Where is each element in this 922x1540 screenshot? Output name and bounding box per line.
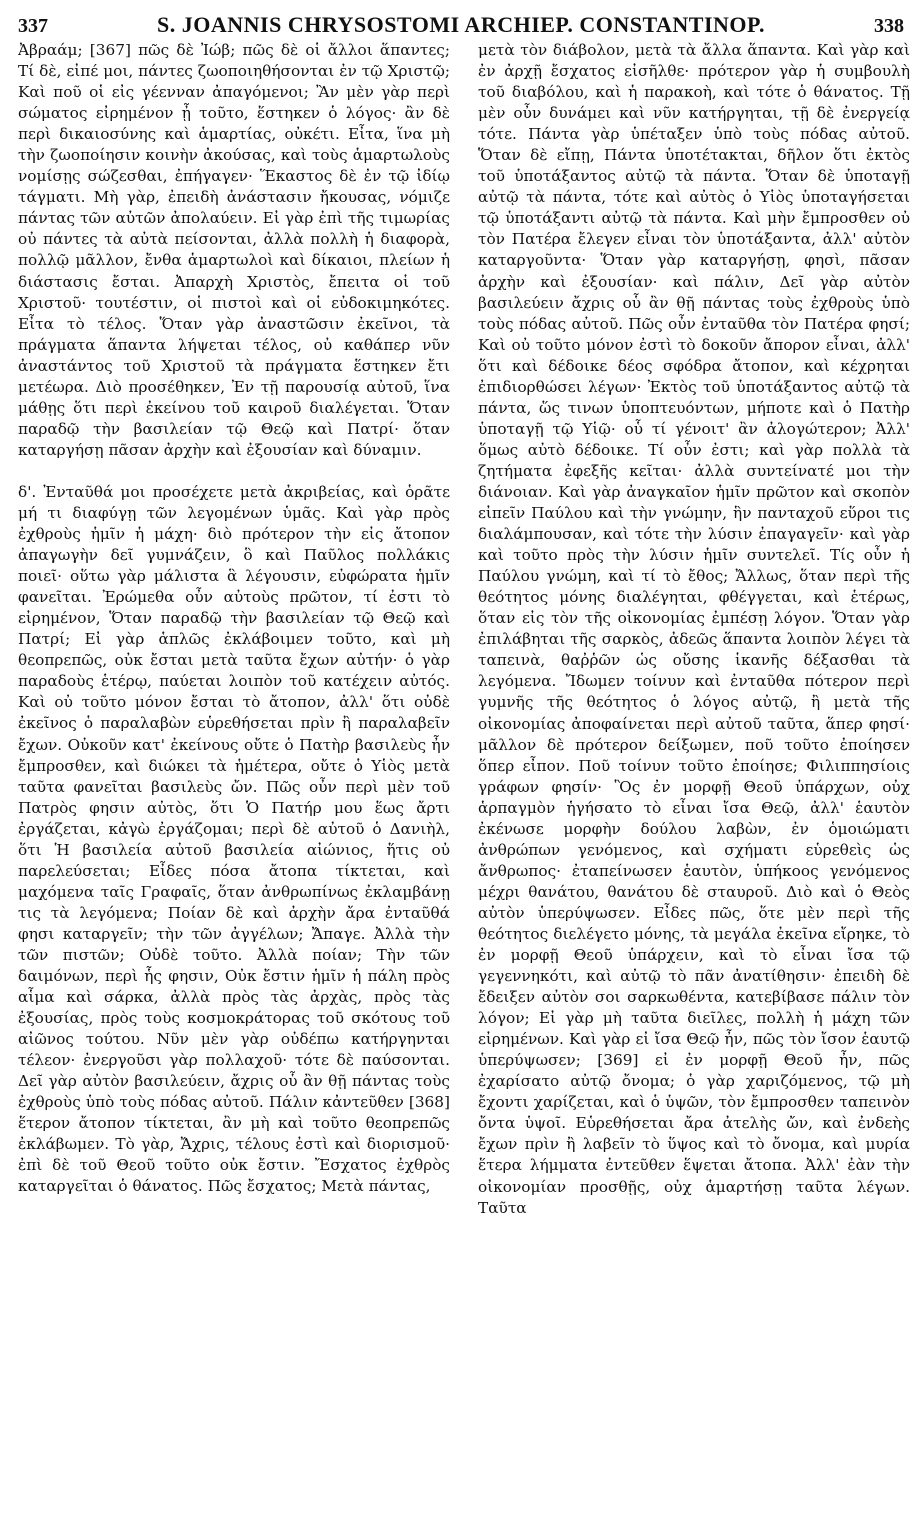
left-column	[18, 40, 450, 1530]
right-column	[478, 40, 910, 1530]
left-paragraph-2: δ'. Ἐνταῦθά μοι προσέχετε μετὰ ἀκριβείας, καὶ ὁρᾶτε μή τι διαφύγῃ τῶν λεγομένων ὑμᾶς. Καὶ γὰρ πρὸς ἐχθροὺς ἡμῖν ἡ μάχη· διὸ πρότερον τὴν εἰς ἄτοπον ἀπαγωγὴν δεῖ γυμνάζειν, ὃ καὶ Παῦλος πολλάκις ποιεῖ· οὕτω γὰρ μάλιστα ἃ λέγουσιν, εὐφώρατα ἡμῖν φανεῖται. Ἐρώμεθα οὖν αὐτοὺς πρῶτον, τί ἐστι τὸ εἰρημένον, Ὅταν παραδῷ τὴν βασιλείαν τῷ Θεῷ καὶ Πατρί; Εἰ γὰρ ἁπλῶς ἐκλάβοιμεν τοῦτο, καὶ μὴ θεοπρεπῶς, οὐκ ἔσται μετὰ ταῦτα ἔχων αὐτήν· ὁ γὰρ παραδοὺς ἑτέρῳ, παύεται λοιπὸν τοῦ κατέχειν αὐτός. Καὶ οὐ τοῦτο μόνον ἔσται τὸ ἄτοπον, ἀλλ' ὅτι οὐδὲ ἐκεῖνος ὁ παραλαβὼν εὑρεθήσεται πρὶν ἢ παραλαβεῖν ἔχων. Οὐκοῦν κατ' ἐκείνους οὔτε ὁ Πατὴρ βασιλεὺς ἦν ἔμπροσθεν, καὶ διώκει τὰ ἡμέτερα, οὔτε ὁ Υἱὸς μετὰ ταῦτα φανεῖται βασιλεὺς ὤν. Πῶς οὖν περὶ μὲν τοῦ Πατρὸς φησιν αὐτὸς, ὅτι Ὁ Πατήρ μου ἕως ἄρτι ἐργάζεται, κἀγὼ ἐργάζομαι; περὶ δὲ αὐτοῦ ὁ Δανιὴλ, ὅτι Ἡ βασιλεία αὐτοῦ βασιλεία αἰώνιος, ἥτις οὐ παρελεύσεται; Εἶδες πόσα ἄτοπα τίκτεται, καὶ μαχόμενα ταῖς Γραφαῖς, ὅταν ἀνθρωπίνως ἐκλαμβάνῃ τις τὰ λεγόμενα; Ποίαν δὲ καὶ ἀρχὴν ἄρα ἐνταῦθά φησι καταργεῖν; τὴν τῶν ἀγγέλων; Ἄπαγε. Ἀλλὰ τὴν τῶν πιστῶν; Οὐδὲ τοῦτο. Ἀλλὰ ποίαν; Τὴν τῶν δαιμόνων, περὶ ἧς φησιν, Οὐκ ἔστιν ἡμῖν ἡ πάλη πρὸς αἷμα καὶ σάρκα, ἀλλὰ πρὸς τὰς ἀρχὰς, πρὸς τὰς ἐξουσίας, πρὸς τοὺς κοσμοκράτορας τοῦ σκότους τοῦ αἰῶνος τούτου. Νῦν μὲν γὰρ οὐδέπω κατήργηνται τέλεον· ἐνεργοῦσι γὰρ πολλαχοῦ· τότε δὲ παύσονται. Δεῖ γὰρ αὐτὸν βασιλεύειν, ἄχρις οὗ ἂν θῇ πάντας τοὺς ἐχθροὺς ὑπὸ τοὺς πόδας αὐτοῦ. Πάλιν κἀντεῦθεν [368] ἕτερον ἄτοπον τίκτεται, ἂν μὴ καὶ τοῦτο θεοπρεπῶς ἐκλάβωμεν. Τὸ γὰρ, Ἄχρις, τέλους ἐστὶ καὶ διορισμοῦ· ἐπὶ δὲ τοῦ Θεοῦ τοῦτο οὐκ ἔστιν. Ἔσχατος ἐχθρὸς καταργεῖται ὁ θάνατος. Πῶς ἔσχατος; Μετὰ πάντας,	[18, 482, 450, 1196]
right-paragraph-1: μετὰ τὸν διάβολον, μετὰ τὰ ἄλλα ἅπαντα. Καὶ γὰρ καὶ ἐν ἀρχῇ ἔσχατος εἰσῆλθε· πρότερον γὰρ ἡ συμβουλὴ τοῦ διαβόλου, καὶ ἡ παρακοὴ, καὶ τότε ὁ θάνατος. Τῇ μὲν οὖν δυνάμει καὶ νῦν κατήργηται, τῇ δὲ ἐνεργείᾳ τότε. Πάντα γὰρ ὑπέταξεν ὑπὸ τοὺς πόδας αὐτοῦ. Ὅταν δὲ εἴπῃ, Πάντα ὑποτέτακται, δῆλον ὅτι ἐκτὸς τοῦ ὑποτάξαντος αὐτῷ τὰ πάντα. Ὅταν δὲ ὑποταγῇ αὐτῷ τὰ πάντα, τότε καὶ αὐτὸς ὁ Υἱὸς ὑποταγήσεται τῷ ὑποτάξαντι αὐτῷ τὰ πάντα. Καὶ μὴν ἔμπροσθεν οὐ τὸν Πατέρα ἔλεγεν εἶναι τὸν ὑποτάξαντα, ἀλλ' αὐτὸν καταργοῦντα· Ὅταν γὰρ καταργήσῃ, φησὶ, πᾶσαν ἀρχὴν καὶ ἐξουσίαν· καὶ πάλιν, Δεῖ γὰρ αὐτὸν βασιλεύειν ἄχρις οὗ ἂν θῇ πάντας τοὺς ἐχθροὺς ὑπὸ τοὺς πόδας αὐτοῦ. Πῶς οὖν ἐνταῦθα τὸν Πατέρα φησί; Καὶ οὐ τοῦτο μόνον ἐστὶ τὸ δοκοῦν ἄπορον εἶναι, ἀλλ' ὅτι καὶ δέδοικε δέος σφόδρα ἄτοπον, καὶ κέχρηται ἐπιδιορθώσει λέγων· Ἐκτὸς τοῦ ὑποτάξαντος αὐτῷ τὰ πάντα, ὥς τινων ὑποπτευόντων, μήποτε καὶ ὁ Πατὴρ ὑποταγῇ τῷ Υἱῷ· οὗ τί γένοιτ' ἂν ἀλογώτερον; Ἀλλ' ὅμως αὐτὸ δέδοικε. Τί οὖν ἐστι; καὶ γὰρ πολλὰ τὰ ζητήματα ἐφεξῆς κεῖται· ἀλλὰ συντείνατέ μοι τὴν διάνοιαν. Καὶ γὰρ ἀναγκαῖον ἡμῖν πρῶτον καὶ σκοπὸν εἰπεῖν Παύλου καὶ τὴν γνώμην, ἣν πανταχοῦ εὕροι τις διαλάμπουσαν, καὶ τότε τὴν λύσιν ἐπαγαγεῖν· καὶ γὰρ καὶ τοῦτο πρὸς τὴν λύσιν ἡμῖν συντελεῖ. Τίς οὖν ἡ Παύλου γνώμη, καὶ τί τὸ ἔθος; Ἄλλως, ὅταν περὶ τῆς θεότητος μόνης διαλέγηται, φθέγγεται, καὶ ἑτέρως, ὅταν εἰς τὸν τῆς οἰκονομίας ἐμπέσῃ λόγον. Ὅταν γὰρ ἐπιλάβηται τῆς σαρκὸς, ἀδεῶς ἅπαντα λοιπὸν λέγει τὰ ταπεινὰ, θαῤῥῶν ὡς οὔσης ἱκανῆς δέξασθαι τὰ λεγόμενα. Ἴδωμεν τοίνυν καὶ ἐνταῦθα πότερον περὶ γυμνῆς τῆς θεότητος ὁ λόγος αὐτῷ, ἢ μετὰ τῆς οἰκονομίας ἀποφαίνεται περὶ αὐτοῦ ταῦτα, ἅπερ φησί· μᾶλλον δὲ πρότερον δείξωμεν, ποῦ τοῦτο ἐποίησεν ὅπερ εἶπον. Ποῦ τοίνυν τοῦτο ἐποίησε; Φιλιππησίοις γράφων φησίν· Ὃς ἐν μορφῇ Θεοῦ ὑπάρχων, οὐχ ἁρπαγμὸν ἡγήσατο τὸ εἶναι ἴσα Θεῷ, ἀλλ' ἑαυτὸν ἐκένωσε μορφὴν δούλου λαβὼν, ἐν ὁμοιώματι ἀνθρώπων γενόμενος, καὶ σχήματι εὑρεθεὶς ὡς ἄνθρωπος· ἐταπείνωσεν ἑαυτὸν, ὑπήκοος γενόμενος μέχρι θανάτου, θανάτου δὲ σταυροῦ. Διὸ καὶ ὁ Θεὸς αὐτὸν ὑπερύψωσεν. Εἶδες πῶς, ὅτε μὲν περὶ τῆς θεότητος διελέγετο μόνης, τὰ μεγάλα ἐκεῖνα εἴρηκε, τὸ ἐν μορφῇ Θεοῦ ὑπάρχειν, καὶ τὸ εἶναι ἴσα τῷ γεγεννηκότι, καὶ αὐτῷ τὸ πᾶν ἀνατίθησιν· ἐπειδὴ δὲ ἔδειξεν αὐτὸν σοι σαρκωθέντα, κατεβίβασε πάλιν τὸν λόγον; Εἰ γὰρ μὴ ταῦτα διεῖλες, πολλὴ ἡ μάχη τῶν εἰρημένων. Καὶ γὰρ εἰ ἴσα Θεῷ ἦν, πῶς τὸν ἴσον ἑαυτῷ ὑπερύψωσεν; [369] εἰ ἐν μορφῇ Θεοῦ ἦν, πῶς ἐχαρίσατο αὐτῷ ὄνομα; ὁ γὰρ χαριζόμενος, τῷ μὴ ἔχοντι χαρίζεται, καὶ ὁ ὑψῶν, τὸν ἔμπροσθεν ταπεινὸν ὄντα ὑψοῖ. Εὑρεθήσεται ἄρα ἀτελὴς ὤν, καὶ ἐνδεὴς ἔχων πρὶν ἢ λαβεῖν τὸ ὕψος καὶ τὸ ὄνομα, καὶ μυρία ἕτερα λήμματα ἐντεῦθεν ἕψεται ἄτοπα. Ἀλλ' ἐὰν τὴν οἰκονομίαν προσθῇς, οὐχ ἁμαρτήσῃ ταῦτα λέγων. Ταῦτα	[478, 41, 910, 1217]
right-page-number: 338	[873, 15, 904, 37]
left-page-number: 337	[18, 15, 48, 37]
left-paragraph-1: Ἀβραάμ; [367] πῶς δὲ Ἰώβ; πῶς δὲ οἱ ἄλλοι ἅπαντες; Τί δὲ, εἰπέ μοι, πάντες ζωοποιηθήσονται ἐν τῷ Χριστῷ; Καὶ ποῦ οἱ εἰς γέενναν ἀπαγόμενοι; Ἂν μὲν γὰρ περὶ σώματος εἰρημένον ᾖ τοῦτο, ἕστηκεν ὁ λόγος· ἂν δὲ περὶ δικαιοσύνης καὶ ἁμαρτίας, οὐκέτι. Εἶτα, ἵνα μὴ τὴν ζωοποίησιν κοινὴν ἀκούσας, καὶ τοὺς ἁμαρτωλοὺς νομίσῃς σώζεσθαι, ἐπήγαγεν· Ἕκαστος δὲ ἐν τῷ ἰδίῳ τάγματι. Μὴ γὰρ, ἐπειδὴ ἀνάστασιν ἤκουσας, νόμιζε πάντας τῶν αὐτῶν ἀπολαύειν. Εἰ γὰρ ἐπὶ τῆς τιμωρίας οὐ πάντες τὰ αὐτὰ πείσονται, ἀλλὰ πολλὴ ἡ διαφορὰ, πολλῷ μᾶλλον, ἔνθα ἁμαρτωλοὶ καὶ δίκαιοι, πλείων ἡ διάστασις ἔσται. Ἀπαρχὴ Χριστὸς, ἔπειτα οἱ τοῦ Χριστοῦ· τουτέστιν, οἱ πιστοὶ καὶ οἱ εὐδοκιμηκότες. Εἶτα τὸ τέλος. Ὅταν γὰρ ἀναστῶσιν ἐκεῖνοι, τὰ πράγματα ἅπαντα λήψεται τέλος, οὐ καθάπερ νῦν ἀναστάντος τοῦ Χριστοῦ τὰ πράγματα ἕστηκεν ἔτι μετέωρα. Διὸ προσέθηκεν, Ἐν τῇ παρουσίᾳ αὐτοῦ, ἵνα μάθῃς ὅτι περὶ ἐκείνου τοῦ καιροῦ διαλέγεται. Ὅταν παραδῷ τὴν βασιλείαν τῷ Θεῷ καὶ Πατρί· ὅταν καταργήσῃ πᾶσαν ἀρχὴν καὶ ἐξουσίαν καὶ δύναμιν.	[18, 41, 450, 459]
running-title: S. JOANNIS CHRYSOSTOMI ARCHIEP. CONSTANTINOP.	[157, 12, 765, 37]
